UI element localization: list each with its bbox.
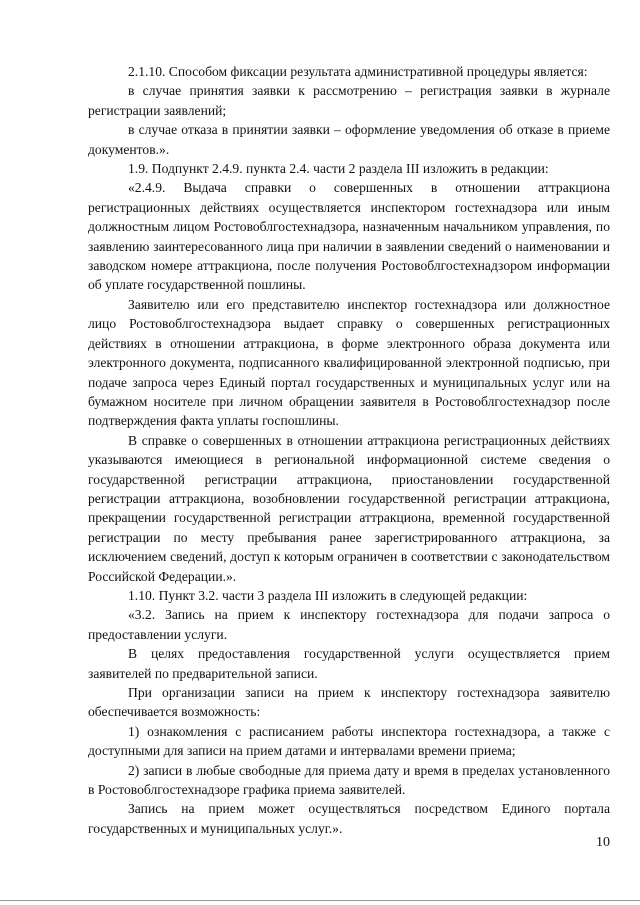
paragraph-unified-portal: Запись на прием может осуществляться посредством Единого портала государственных и муниципальных услуг.». xyxy=(88,801,610,836)
paragraph-2-1-10: 2.1.10. Способом фиксации результата административной процедуры является: xyxy=(128,64,588,79)
paragraph-2-4-9: «2.4.9. Выдача справки о совершенных в отношении аттракциона регистрационных действиях осуществляется инспектором гостехнадзора или иным должностным лицом Ростовоблгостехнадзора, назначенным начальником управления, по заявлению заинтересованного лица при наличии в заявлении сведений о наименовании и заводском номере аттракциона, после получения Ростовоблгостехнадзором информации об уплате государственной пошлины. xyxy=(88,180,610,293)
paragraph-refuse-case: в случае отказа в принятии заявки – оформление уведомления об отказе в приеме документов.». xyxy=(88,122,610,157)
paragraph-certificate-contents: В справке о совершенных в отношении аттракциона регистрационных действиях указываются имеющиеся в региональной информационной системе сведения о государственной регистрации аттракциона, приостановлении государственной регистрации аттракциона, возобновлении государственной регистрации аттракциона, прекращении государственной регистрации аттракциона, временной государственной регистрации по месту пребывания ранее зарегистрированного аттракциона, за исключением сведений, доступ к которым ограничен в соответствии с законодательством Российской Федерации.». xyxy=(88,432,610,584)
paragraph-3-2: «3.2. Запись на прием к инспектору гостехнадзора для подачи запроса о предоставлении услуги. xyxy=(88,607,610,642)
bottom-divider xyxy=(0,900,640,901)
paragraph-accept-case: в случае принятия заявки к рассмотрению – регистрация заявки в журнале регистрации заявлений; xyxy=(88,83,610,118)
paragraph-preliminary-appointment: В целях предоставления государственной услуги осуществляется прием заявителей по предварительной записи. xyxy=(88,646,610,681)
paragraph-applicant-certificate: Заявителю или его представителю инспектор гостехнадзора или должностное лицо Ростовоблгостехнадзора выдает справку о совершенных регистрационных действиях в отношении аттракциона, в форме электронного образа документа или электронного документа, подписанного квалифицированной электронной подписью, при подаче запроса через Единый портал государственных и муниципальных услуг или на бумажном носителе при личном обращении заявителя в Ростовоблгостехнадзор после подтверждения факта уплаты госпошлины. xyxy=(88,296,610,429)
document-body xyxy=(88,62,610,838)
paragraph-1-10: 1.10. Пункт 3.2. части 3 раздела III изложить в следующей редакции: xyxy=(128,587,528,603)
paragraph-appointment-organization: При организации записи на прием к инспектору гостехнадзора заявителю обеспечивается возможность: xyxy=(88,685,610,720)
paragraph-1-9: 1.9. Подпункт 2.4.9. пункта 2.4. части 2 раздела III изложить в редакции: xyxy=(128,161,549,177)
list-item-1: 1) ознакомления с расписанием работы инспектора гостехнадзора, а также с доступными для записи на прием датами и интервалами времени приема; xyxy=(88,723,610,759)
page-number: 10 xyxy=(596,835,610,850)
list-item-2: 2) записи в любые свободные для приема дату и время в пределах установленного в Ростовоблгостехнадзоре графика приема заявителей. xyxy=(88,762,610,798)
